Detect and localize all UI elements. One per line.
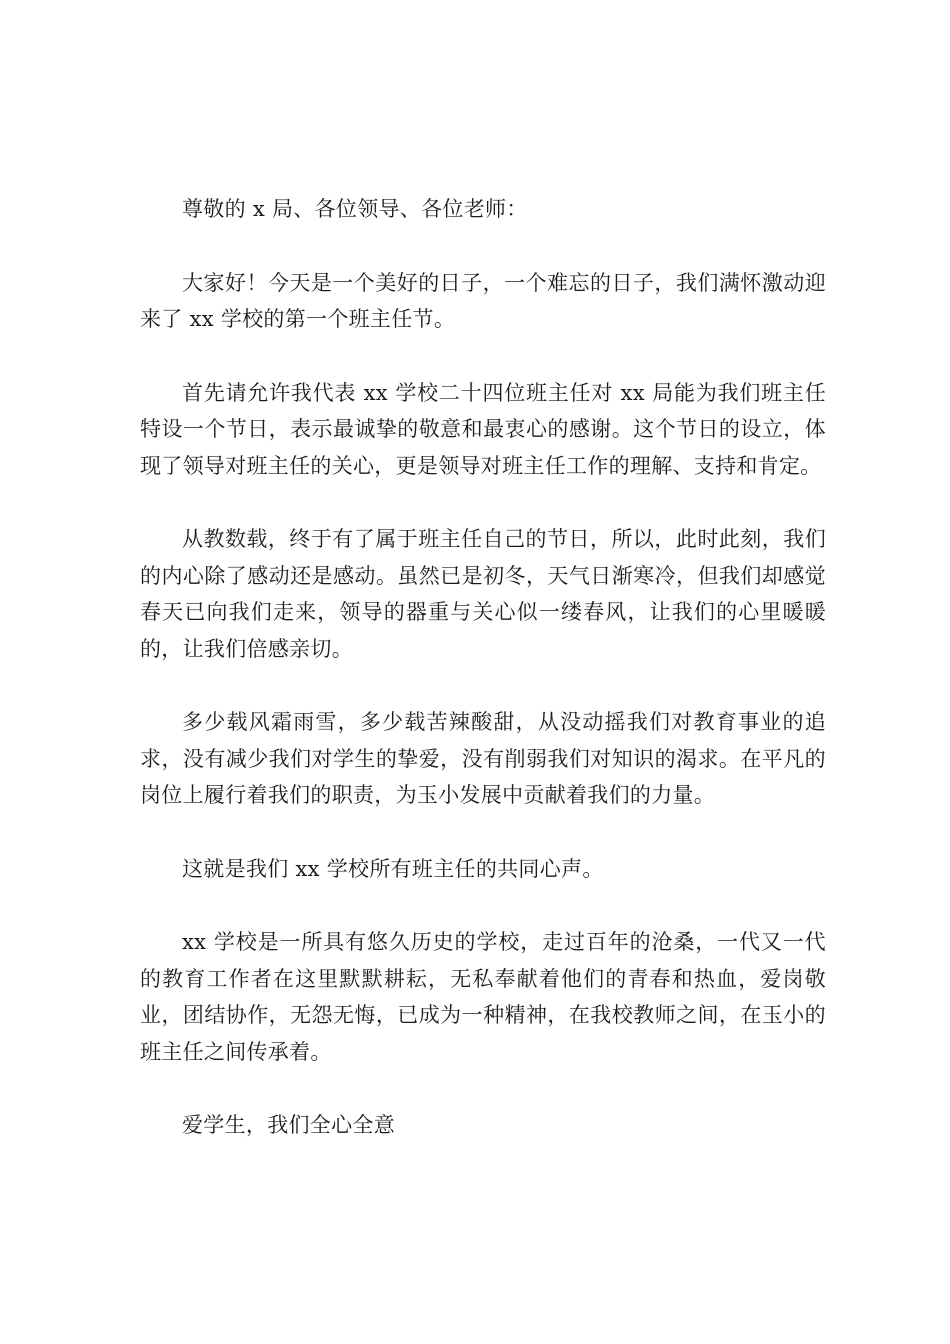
- paragraph-spacer: [140, 887, 826, 924]
- paragraph-greeting: 大家好！今天是一个美好的日子，一个难忘的日子，我们满怀激动迎来了 xx 学校的第一个班主任节。: [140, 270, 826, 331]
- paragraph-spacer: [140, 338, 826, 375]
- paragraph-feelings: 从教数载，终于有了属于班主任自己的节日，所以，此时此刻，我们的内心除了感动还是感动。虽然已是初冬，天气日渐寒冷，但我们却感觉春天已向我们走来，领导的器重与关心似一缕春风，让我们的心里暖暖的，让我们倍感亲切。: [140, 527, 826, 661]
- paragraph-spacer: [140, 814, 826, 851]
- paragraph-common-voice: 这就是我们 xx 学校所有班主任的共同心声。: [182, 856, 604, 881]
- paragraph-spacer: [140, 484, 826, 521]
- salutation: 尊敬的 x 局、各位领导、各位老师：: [182, 197, 528, 221]
- paragraph-thanks: 首先请允许我代表 xx 学校二十四位班主任对 xx 局能为我们班主任特设一个节日，表示最诚挚的敬意和最衷心的感谢。这个节日的设立，体现了领导对班主任的关心，更是领导对班主任工作的理解、支持和肯定。: [140, 380, 826, 478]
- paragraph-spacer: [140, 667, 826, 704]
- paragraph-spacer: [140, 1070, 826, 1107]
- paragraph-love-students: 爱学生，我们全心全意: [182, 1113, 395, 1137]
- paragraph-dedication: 多少载风霜雨雪，多少载苦辣酸甜，从没动摇我们对教育事业的追求，没有减少我们对学生的挚爱，没有削弱我们对知识的渴求。在平凡的岗位上履行着我们的职责，为玉小发展中贡献着我们的力量。: [140, 710, 826, 807]
- document-body: [140, 191, 826, 1144]
- paragraph-spacer: [140, 228, 826, 265]
- paragraph-school-history: xx 学校是一所具有悠久历史的学校，走过百年的沧桑，一代又一代的教育工作者在这里默默耕耘，无私奉献着他们的青春和热血，爱岗敬业，团结协作，无怨无悔，已成为一种精神，在我校教师之间，在玉小的班主任之间传承着。: [140, 930, 826, 1064]
